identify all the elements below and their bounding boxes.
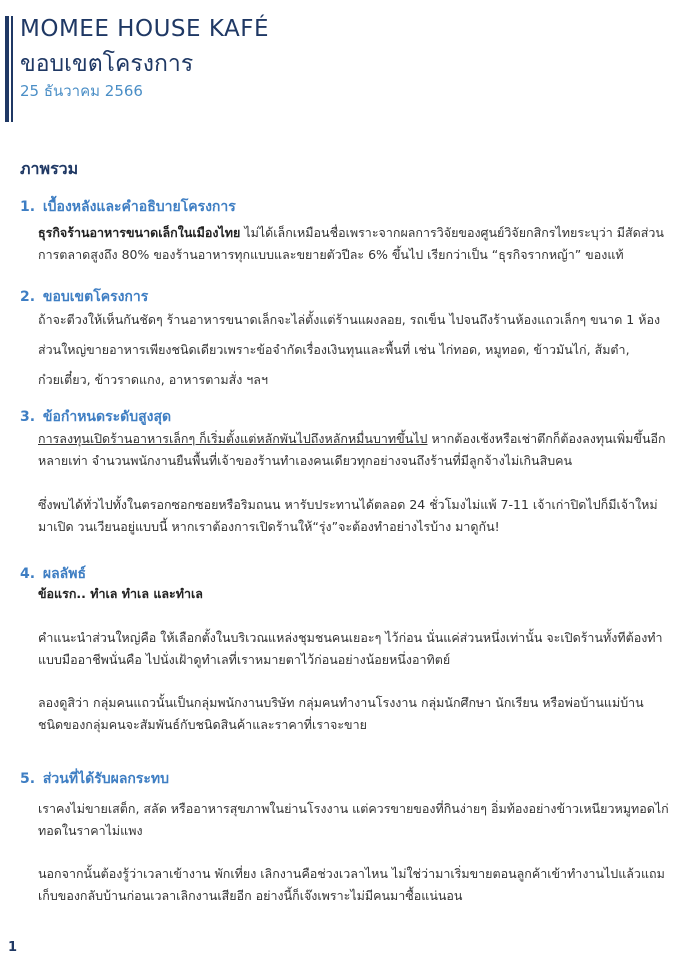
section-5-paragraph-1: เราคงไม่ขายเสต็ก, สลัด หรืออาหารสุขภาพในย่านโรงงาน แต่ควรขายของที่กินง่ายๆ อิ่มท้องอย่างข้าวเหนียวหมูทอดไก่ทอดในราคาไม่แพง — [38, 801, 669, 838]
section-2-paragraph: ถ้าจะตีวงให้เห็นกันชัดๆ ร้านอาหารขนาดเล็กจะไล่ตั้งแต่ร้านแผงลอย, รถเข็น ไปจนถึงร้านห้องแถวเล็กๆ ขนาด 1 ห้อง ส่วนใหญ่ขายอาหารเพียงชนิดเดียวเพราะข้อจำกัดเรื่องเงินทุนและพื้นที่ เช่น ไก่ทอด, หมูทอด, ข้าวมันไก่, ส้มตำ, ก๋วยเตี๋ยว, ข้าวราดแกง, อาหารตามสั่ง ฯลฯ — [38, 312, 661, 387]
section-4-subheading: ข้อแรก.. ทำเล ทำเล และทำเล — [38, 586, 203, 601]
section-1-number: 1. — [20, 199, 36, 215]
section-4-title: ผลลัพธ์ — [42, 566, 87, 582]
section-1-paragraph — [38, 222, 670, 266]
section-4-paragraph-2: ลองดูสิว่า กลุ่มคนแถวนั้นเป็นกลุ่มพนักงานบริษัท กลุ่มคนทำงานโรงงาน กลุ่มนักศึกษา นักเรียน หรือพ่อบ้านแม่บ้าน ชนิดของกลุ่มคนจะสัมพันธ์กับชนิดสินค้าและราคาที่เราจะขาย — [38, 695, 644, 732]
section-1-heading — [20, 196, 236, 218]
section-3-number: 3. — [20, 409, 36, 425]
section-3-underlined-lead: การลงทุนเปิดร้านอาหารเล็กๆ ก็เริ่มตั้งแต่หลักพันไปถึงหลักหมื่นบาทขึ้นไป — [38, 431, 428, 446]
document-subtitle: ขอบเขตโครงการ — [20, 51, 194, 77]
document-date: 25 ธันวาคม 2566 — [20, 82, 143, 100]
section-4-paragraph-1: คำแนะนำส่วนใหญ่คือ ให้เลือกตั้งในบริเวณแหล่งชุมชนคนเยอะๆ ไว้ก่อน นั่นแค่ส่วนหนึ่งเท่านั้น จะเปิดร้านทั้งทีต้องทำแบบมืออาชีพนั่นคือ ไปนั่งเฝ้าดูทำเลที่เราหมายตาไว้ก่อนอย่างน้อยหนึ่งอาทิตย์ — [38, 630, 663, 667]
section-4-heading — [20, 563, 86, 585]
section-4-number: 4. — [20, 566, 36, 582]
section-5-number: 5. — [20, 771, 36, 787]
section-3-heading — [20, 406, 171, 428]
section-1-bold-lead: ธุรกิจร้านอาหารขนาดเล็กในเมืองไทย — [38, 225, 241, 240]
page-number: 1 — [8, 940, 18, 955]
section-5-paragraph-2: นอกจากนั้นต้องรู้ว่าเวลาเข้างาน พักเที่ยง เลิกงานคือช่วงเวลาไหน ไม่ใช่ว่ามาเริ่มขายตอนลูกค้าเข้าทำงานไปแล้วแถมเก็บของกลับบ้านก่อนเวลาเลิกงานเสียอีก อย่างนี้ก็เจ๊งเพราะไม่มีคนมาซื้อแน่นอน — [38, 866, 665, 903]
overview-heading: ภาพรวม — [20, 159, 79, 178]
section-3-title: ข้อกำหนดระดับสูงสุด — [42, 409, 172, 425]
section-1-text: ไม่ได้เล็กเหมือนชื่อเพราะจากผลการวิจัยของศูนย์วิจัยกสิกรไทยระบุว่า มีสัดส่วนการตลาดสูงถึง 80% ของร้านอาหารทุกแบบและขยายตัวปีละ 6% ขึ้นไป เรียกว่าเป็น “ธุรกิจรากหญ้า” ของแท้ — [38, 225, 664, 262]
header-accent-bar — [5, 16, 9, 122]
section-5-title: ส่วนที่ได้รับผลกระทบ — [42, 771, 170, 787]
section-2-number: 2. — [20, 289, 36, 305]
document-title: MOMEE HOUSE KAFÉ — [20, 16, 270, 42]
header-accent-bar-thin — [11, 16, 13, 122]
section-2-title: ขอบเขตโครงการ — [42, 289, 149, 305]
section-3-text: หากต้องเช้งหรือเช่าตึกก็ต้องลงทุนเพิ่มขึ้นอีกหลายเท่า จำนวนพนักงานยืนพื้นที่เจ้าของร้านทำเองคนเดียวทุกอย่างจนถึงร้านที่มีลูกจ้างไม่เกินสิบคน — [38, 431, 666, 468]
section-5-heading — [20, 768, 169, 790]
section-3-paragraph-1 — [38, 428, 670, 472]
section-3-paragraph-2: ซึ่งพบได้ทั่วไปทั้งในตรอกซอกซอยหรือริมถนน หารับประทานได้ตลอด 24 ชั่วโมงไม่แพ้ 7-11 เจ้าเก่าปิดไปก็มีเจ้าใหม่มาเปิด วนเวียนอยู่แบบนี้ หากเราต้องการเปิดร้านให้“รุ่ง”จะต้องทำอย่างไรบ้าง มาดูกัน! — [38, 497, 658, 534]
section-1-title: เบื้องหลังและคำอธิบายโครงการ — [42, 199, 236, 215]
